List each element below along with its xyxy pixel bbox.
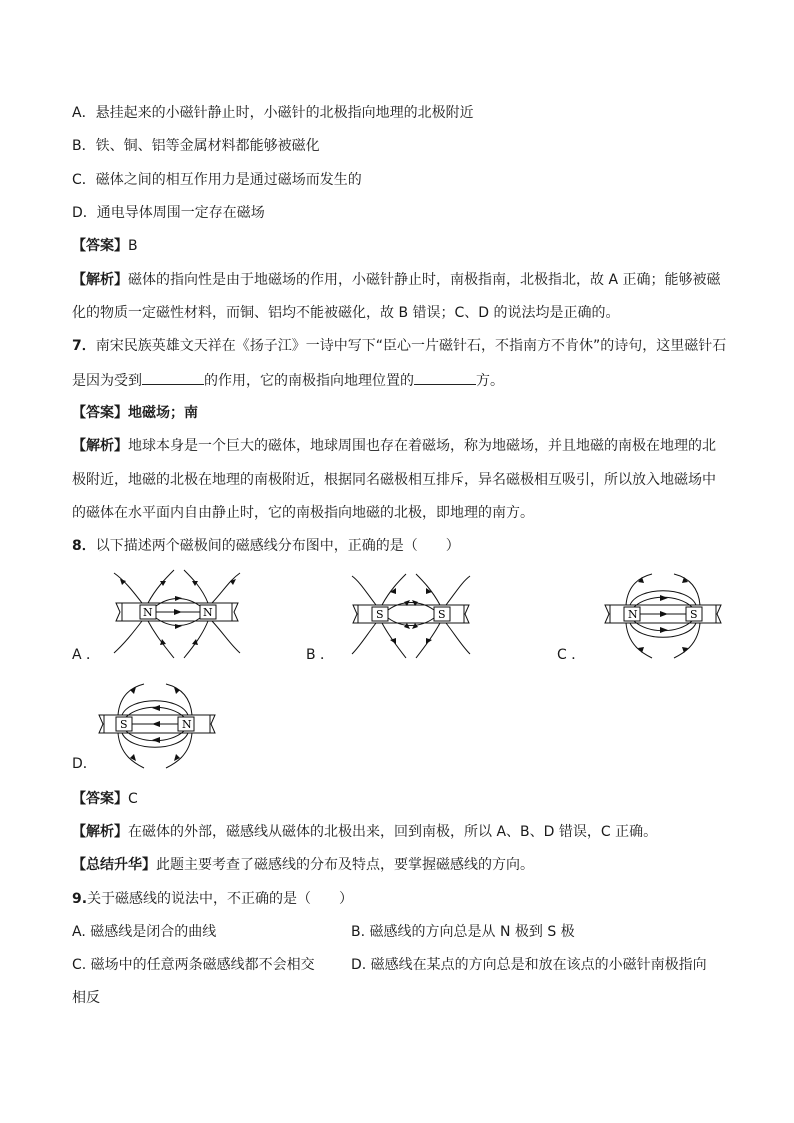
magnet-diagram-a	[112, 568, 242, 660]
q9-option-b: B. 磁感线的方向总是从 N 极到 S 极	[351, 924, 575, 940]
q7-analysis-line-2: 极附近，地磁的北极在地理的南极附近，根据同名磁极相互排斥，异名磁极相互吸引，所以放入地磁场中	[72, 472, 716, 488]
magnet-diagram-c	[602, 572, 724, 660]
summary-tag: 【总结升华】	[72, 857, 156, 873]
question-text: 以下描述两个磁极间的磁感线分布图中，正确的是（ ）	[95, 538, 460, 554]
pole-label: N	[143, 606, 153, 619]
q6-option-b: B．铁、铜、铝等金属材料都能够被磁化	[72, 138, 320, 154]
q8-analysis	[72, 822, 657, 842]
analysis-tag: 【解析】	[72, 272, 128, 288]
analysis-text: 地球本身是一个巨大的磁体，地球周围也存在着磁场，称为地磁场，并且地磁的南极在地理的北	[128, 438, 716, 454]
pole-label: S	[376, 608, 384, 621]
q6-option-c: C．磁体之间的相互作用力是通过磁场而发生的	[72, 172, 362, 188]
analysis-tag: 【解析】	[72, 438, 128, 454]
analysis-text: 在磁体的外部，磁感线从磁体的北极出来，回到南极，所以 A、B、D 错误，C 正确。	[128, 824, 658, 840]
magnet-diagram-d	[96, 680, 218, 770]
q8-label-a: A ．	[72, 647, 101, 663]
q8-label-d: D．	[72, 756, 97, 772]
q6-option-a: A．悬挂起来的小磁针静止时，小磁针的北极指向地理的北极附近	[72, 105, 474, 121]
q8-answer	[72, 789, 138, 809]
q8-label-b: B ．	[306, 647, 335, 663]
summary-text: 此题主要考查了磁感线的分布及特点，要掌握磁感线的方向。	[156, 857, 534, 873]
q6-answer	[72, 236, 138, 256]
answer-tag: 【答案】	[72, 238, 128, 254]
pole-label: N	[182, 718, 192, 731]
q7-answer	[72, 403, 198, 423]
stem-fragment: 是因为受到	[72, 373, 142, 389]
q8-summary	[72, 855, 534, 875]
analysis-text: 磁体的指向性是由于地磁场的作用，小磁针静止时，南极指南，北极指北，故 A 正确；能够被磁	[128, 272, 721, 288]
stem-fragment: 的作用，它的南极指向地理位置的	[204, 373, 414, 389]
answer-value: 地磁场；南	[128, 405, 198, 421]
q6-analysis-line-2: 化的物质一定磁性材料，而铜、铝均不能被磁化，故 B 错误；C、D 的说法均是正确的。	[72, 305, 620, 321]
answer-tag: 【答案】	[72, 791, 128, 807]
q7-analysis-line-1	[72, 436, 716, 456]
magnet-diagram-b	[350, 572, 472, 660]
question-number: 7．	[72, 338, 96, 354]
answer-value: B	[128, 238, 138, 254]
stem-fragment: 方。	[476, 373, 504, 389]
question-text: 南宋民族英雄文天祥在《扬子江》一诗中写下“臣心一片磁针石，不指南方不肯休”的诗句，这里磁针石	[95, 338, 727, 354]
question-text: 关于磁感线的说法中，不正确的是（ ）	[87, 891, 354, 907]
pole-label: S	[438, 608, 446, 621]
pole-label: S	[690, 608, 698, 621]
pole-label: N	[203, 606, 213, 619]
pole-label: S	[120, 718, 128, 731]
answer-tag: 【答案】	[72, 405, 128, 421]
question-number: 8．	[72, 538, 96, 554]
q9-option-d-continued: 相反	[72, 990, 100, 1006]
q9-option-d: D. 磁感线在某点的方向总是和放在该点的小磁针南极指向	[351, 957, 707, 973]
pole-label: N	[628, 608, 638, 621]
fill-blank-2[interactable]	[414, 370, 476, 385]
q7-analysis-line-3: 的磁体在水平面内自由静止时，它的南极指向地磁的北极，即地理的南方。	[72, 505, 534, 521]
q9-option-c: C. 磁场中的任意两条磁感线都不会相交	[72, 957, 315, 973]
q6-analysis-line-1	[72, 270, 720, 290]
q7-stem-line-2	[72, 370, 504, 391]
fill-blank-1[interactable]	[142, 370, 204, 385]
q9-stem	[72, 889, 353, 909]
q8-label-c: C ．	[557, 647, 586, 663]
q8-stem	[72, 536, 460, 556]
question-number: 9.	[72, 891, 88, 907]
q9-option-a: A. 磁感线是闭合的曲线	[72, 924, 217, 940]
analysis-tag: 【解析】	[72, 824, 128, 840]
answer-value: C	[128, 791, 138, 807]
q6-option-d: D．通电导体周围一定存在磁场	[72, 205, 265, 221]
q7-stem-line-1	[72, 336, 726, 356]
